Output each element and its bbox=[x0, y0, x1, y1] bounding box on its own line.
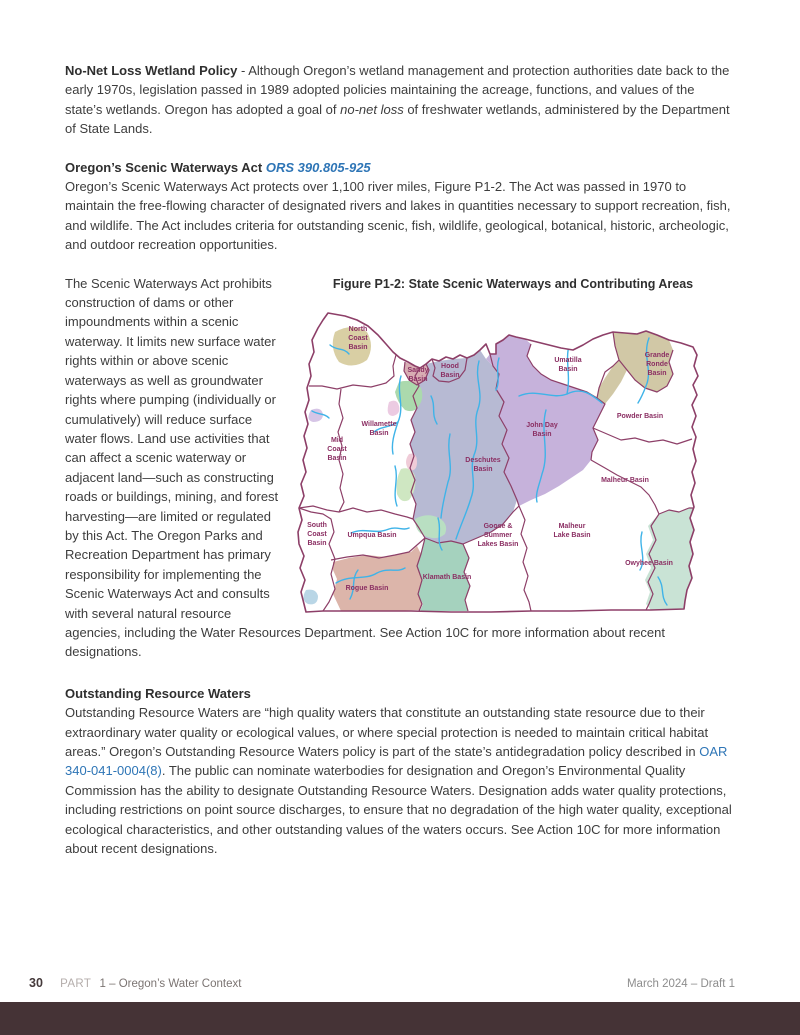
label-sandy-1: Sandy bbox=[407, 366, 429, 374]
label-malheur: Malheur Basin bbox=[601, 476, 649, 484]
label-malheur-lake-1: Malheur bbox=[558, 522, 586, 530]
page-number: 30 bbox=[29, 976, 43, 990]
oar-rule-link[interactable]: OAR 340-041-0004(8) bbox=[65, 744, 728, 779]
figure-title: Figure P1-2: State Scenic Waterways and Contributing Areas bbox=[332, 276, 694, 291]
label-south-coast-2: Coast bbox=[307, 530, 327, 538]
label-deschutes-1: Deschutes bbox=[465, 456, 501, 464]
scenic-heading-text: Oregon’s Scenic Waterways Act bbox=[65, 159, 266, 175]
orw-text-before: Outstanding Resource Waters are “high quality waters that constitute an outstanding state resource due to their extraordinary water quality or ecological values, or where special protection is needed to maintain critical habitat areas.” Oregon’s Outstanding Resource Waters policy is part of the state’s antidegradation policy described in bbox=[65, 705, 709, 759]
footer-part-title: 1 – Oregon’s Water Context bbox=[99, 978, 242, 990]
label-grande-ronde-2: Ronde bbox=[646, 360, 668, 368]
wetland-policy-paragraph bbox=[65, 61, 735, 139]
scenic-waterways-heading bbox=[65, 158, 735, 177]
footer-date: March 2024 – Draft 1 bbox=[626, 978, 735, 990]
footer-left bbox=[29, 976, 241, 991]
wetland-policy-italic: no-net loss bbox=[340, 101, 404, 117]
label-goose-3: Lakes Basin bbox=[477, 540, 519, 548]
label-goose-2: Summer bbox=[483, 531, 513, 539]
oregon-basins-map bbox=[297, 304, 703, 618]
wetland-policy-lead: No-Net Loss Wetland Policy bbox=[65, 63, 238, 78]
label-north-coast-1: North bbox=[348, 325, 368, 333]
label-north-coast-3: Basin bbox=[348, 343, 368, 351]
orw-text-after: . The public can nominate waterbodies for designation and Oregon’s Environmental Quality Commission has the ability to designate Outstanding Resource Waters. Designation adds water quality protections, including restrictions on point source discharges, to ensure that no degradation of the high water quality, exceptional ecological characteristics, and other outstanding values of the waters occurs. See Action 10C for more information about recent designations. bbox=[65, 763, 732, 857]
outstanding-resource-waters-section bbox=[65, 684, 735, 859]
label-malheur-lake-2: Lake Basin bbox=[553, 531, 591, 539]
page-footer bbox=[29, 976, 735, 991]
figure-p1-2 bbox=[291, 274, 735, 618]
wetland-policy-text-a: Although Oregon’s wetland management and protection authorities date back to the early 1970s, legislation passed in 1989 adopted policies maintaining the acreage, functions, and values of the state’s wetlands. Oregon has adopted a goal of bbox=[65, 63, 730, 117]
orw-heading: Outstanding Resource Waters bbox=[65, 685, 251, 701]
scenic-waterways-paragraph: Oregon’s Scenic Waterways Act protects over 1,100 river miles, Figure P1-2. The Act was passed in 1970 to maintain the free-flowing character of designated rivers and lakes in quantities necessary to support recreation, fish, and wildlife. The Act includes criteria for outstanding scenic, fish, wildlife, geological, botanical, historic, archeologic, and outdoor recreation opportunities. bbox=[65, 179, 731, 253]
scenic-column-paragraph: The Scenic Waterways Act prohibits construction of dams or other impoundments within a scenic waterway. It limits new surface water rights within or above scenic waterways as well as groundwater rights where pumping (individually or cumulatively) will reduce surface water flows. Land use activities that can affect a scenic waterway or adjacent land—such as constructing roads or buildings, mining, and forest harvesting—are limited or regulated by this Act. The Oregon Parks and Recreation Department has primary responsibility for implementing the Scenic Waterways Act and consults with several natural resource agencies, including the Water Resources Department. See Action 10C for more information about recent designations. bbox=[65, 275, 665, 660]
label-hood-2: Basin bbox=[440, 371, 460, 379]
label-john-day-1: John Day bbox=[526, 421, 558, 429]
label-goose-1: Goose & bbox=[483, 522, 513, 530]
label-willamette-1: Willamette bbox=[361, 420, 397, 428]
label-umatilla-1: Umatilla bbox=[554, 356, 582, 364]
label-willamette-2: Basin bbox=[369, 429, 389, 437]
label-hood-1: Hood bbox=[441, 362, 459, 370]
label-powder: Powder Basin bbox=[616, 412, 664, 420]
label-grande-ronde-1: Grande bbox=[644, 351, 670, 359]
label-south-coast-3: Basin bbox=[307, 539, 327, 547]
wetland-policy-sep: - bbox=[237, 63, 249, 78]
label-sandy-2: Basin bbox=[408, 375, 428, 383]
label-umpqua: Umpqua Basin bbox=[347, 531, 397, 539]
scenic-columns bbox=[65, 274, 735, 662]
ors-statute-link[interactable]: ORS 390.805-925 bbox=[265, 159, 371, 175]
label-owyhee: Owyhee Basin bbox=[625, 559, 673, 567]
footer-part-label: PART bbox=[60, 978, 92, 990]
orw-paragraph bbox=[65, 703, 735, 858]
label-grande-ronde-3: Basin bbox=[647, 369, 667, 377]
footer-accent-bar bbox=[0, 1002, 800, 1035]
label-john-day-2: Basin bbox=[532, 430, 552, 438]
label-south-coast-1: South bbox=[307, 521, 327, 529]
wetland-policy-text-b: of freshwater wetlands, administered by the Department of State Lands. bbox=[65, 101, 730, 137]
label-mid-coast-1: Mid bbox=[330, 436, 344, 444]
label-klamath: Klamath Basin bbox=[422, 573, 472, 581]
label-deschutes-2: Basin bbox=[473, 465, 493, 473]
label-umatilla-2: Basin bbox=[558, 365, 578, 373]
label-mid-coast-3: Basin bbox=[327, 454, 347, 462]
label-mid-coast-2: Coast bbox=[327, 445, 347, 453]
label-north-coast-2: Coast bbox=[348, 334, 368, 342]
label-rogue: Rogue Basin bbox=[345, 584, 389, 592]
